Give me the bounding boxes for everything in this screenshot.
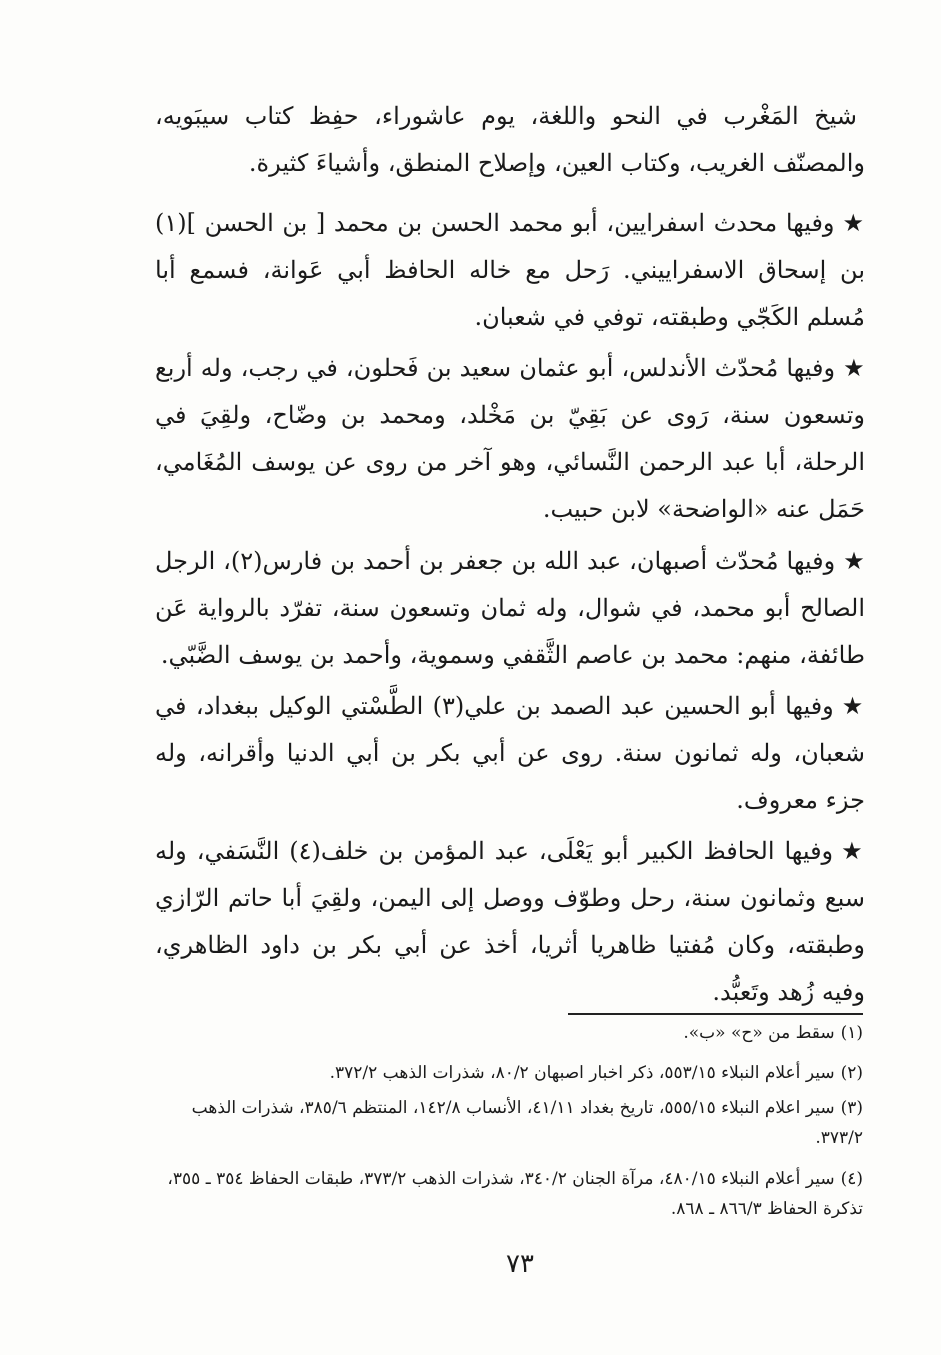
footnote-number: (٣) [840, 1098, 863, 1118]
footnote [160, 1093, 863, 1153]
paragraph-text: وفيها مُحدّث أصبهان، عبد الله بن جعفر بن أحمد بن فارس(٢)، الرجل الصالح أبو محمد، في شوال، وله ثمان وتسعون سنة، تفرّد بالرواية عَن طائفة، منهم: محمد بن عاصم الثَّقفي وسموية، وأحمد بن يوسف الضَّبّي. [155, 547, 865, 669]
star-marker: ★ [841, 692, 865, 720]
paragraph-text: وفيها محدث اسفرايين، أبو محمد الحسن بن محمد [ بن الحسن ](١) بن إسحاق الاسفراييني. رَحل مع خاله الحافظ أبي عَوانة، فسمع أبا مُسلم الكَجّي وطبقته، توفي في شعبان. [155, 209, 865, 331]
footnote [160, 1058, 863, 1088]
star-marker: ★ [843, 354, 866, 382]
footnote [160, 1164, 863, 1224]
paragraph [155, 93, 865, 187]
star-marker: ★ [843, 547, 865, 575]
footnote-text: سقط من «ح» «ب». [683, 1023, 835, 1043]
paragraph [155, 538, 865, 679]
footnote-number: (٢) [840, 1063, 863, 1083]
footnote [160, 1018, 863, 1048]
footnote-text: سير أعلام النبلاء ٤٨٠/١٥، مرآة الجنان ٣٤٠/٢، شذرات الذهب ٣٧٣/٢، طبقات الحفاظ ٣٥٤ ـ ٣٥٥، تذكرة الحفاظ ٨٦٦/٣ ـ ٨٦٨. [167, 1169, 863, 1219]
paragraph [155, 200, 865, 341]
footnote-text: سير أعلام النبلاء ٥٥٣/١٥، ذكر اخبار اصبهان ٨٠/٢، شذرات الذهب ٣٧٢/٢. [329, 1063, 835, 1083]
footnote-number: (٤) [840, 1169, 863, 1189]
paragraph [155, 345, 865, 533]
star-marker: ★ [841, 837, 865, 865]
paragraph-text: وفيها مُحدّث الأندلس، أبو عثمان سعيد بن فَحلون، في رجب، وله أربع وتسعون سنة، رَوى عن بَقِيّ بن مَخْلد، ومحمد بن وضّاح، ولقِيَ في الرحلة، أبا عبد الرحمن النَّسائي، وهو آخر من روى عن يوسف المُغَامي، حَمَل عنه «الواضحة» لابن حبيب. [155, 354, 865, 523]
page-number: ٧٣ [506, 1249, 534, 1279]
footnote-divider [568, 1013, 863, 1015]
footnote-number: (١) [840, 1023, 863, 1043]
paragraph-text: شيخ المَغْرب في النحو واللغة، يوم عاشوراء، حفِظ كتاب سيبَويه، والمصنّف الغريب، وكتاب العين، وإصلاح المنطق، وأشياءَ كثيرة. [155, 102, 865, 177]
paragraph [155, 828, 865, 1016]
star-marker: ★ [842, 209, 865, 237]
footnote-text: سير اعلام النبلاء ٥٥٥/١٥، تاريخ بغداد ٤١/١١، الأنساب ١٤٢/٨، المنتظم ٣٨٥/٦، شذرات الذهب ٣٧٣/٢. [191, 1098, 863, 1148]
paragraph [155, 683, 865, 824]
paragraph-text: وفيها الحافظ الكبير أبو يَعْلَى، عبد المؤمن بن خلف(٤) النَّسَفي، وله سبع وثمانون سنة، رحل وطوّف ووصل إلى اليمن، ولقِيَ أبا حاتم الرّازي وطبقته، وكان مُفتيا ظاهريا أثريا، أخذ عن أبي بكر بن داود الظاهري، وفيه زُهد وتَعبُّد. [155, 837, 865, 1006]
paragraph-text: وفيها أبو الحسين عبد الصمد بن علي(٣) الطَّسْتي الوكيل ببغداد، في شعبان، وله ثمانون سنة. روى عن أبي بكر بن أبي الدنيا وأقرانه، وله جزء معروف. [155, 692, 865, 814]
